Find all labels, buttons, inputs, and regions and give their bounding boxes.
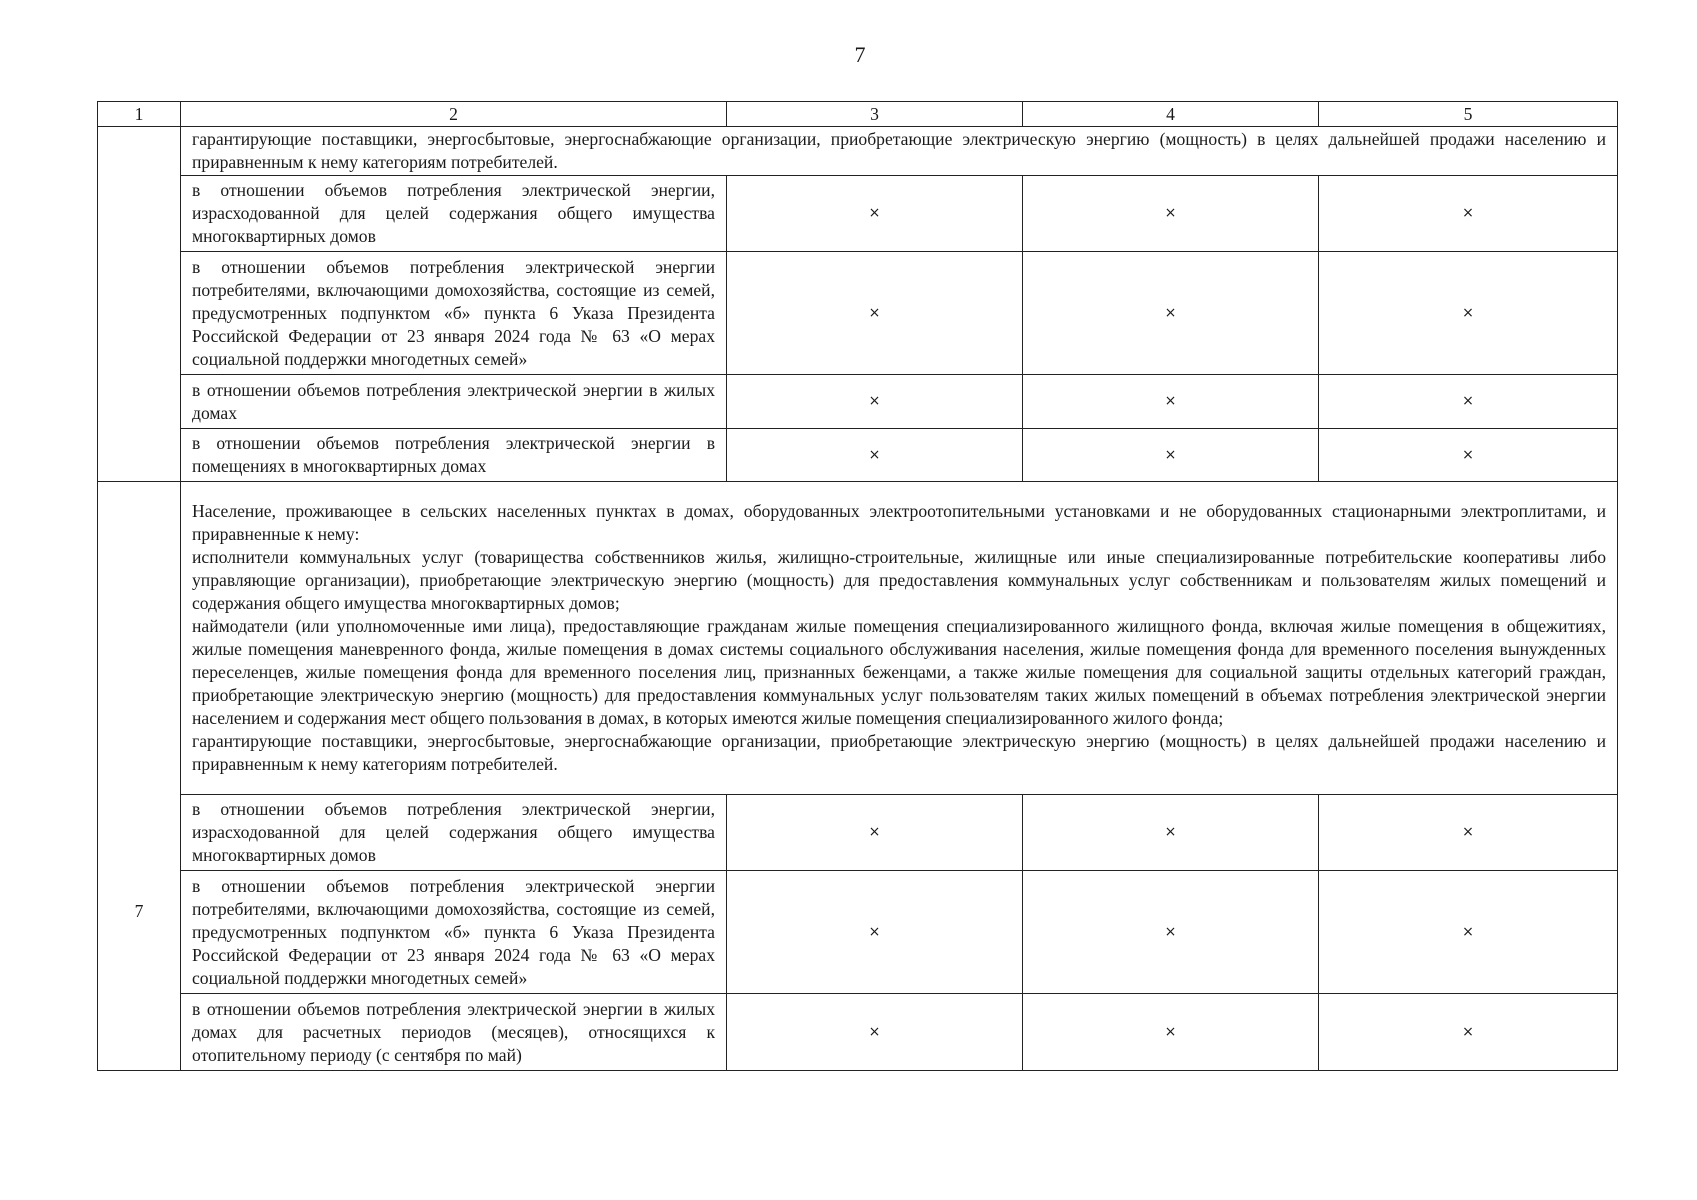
not-applicable-mark: × xyxy=(1023,176,1319,252)
table-header-row xyxy=(98,102,1618,127)
category-paragraph: гарантирующие поставщики, энергосбытовые, энергоснабжающие организации, приобретающие электрическую энергию (мощность) в целях дальнейшей продажи населению и приравненным к нему категориям потребителей. xyxy=(192,731,1606,774)
column-header: 3 xyxy=(727,102,1023,127)
not-applicable-mark: × xyxy=(727,994,1023,1071)
column-header: 4 xyxy=(1023,102,1319,127)
subcategory-description: в отношении объемов потребления электрической энергии потребителями, включающими домохозяйства, состоящие из семей, предусмотренных подпунктом «б» пункта 6 Указа Президента Российской Федерации от 23 января 2024 года № 63 «О мерах социальной поддержки многодетных семей» xyxy=(181,871,727,994)
not-applicable-mark: × xyxy=(1023,871,1319,994)
not-applicable-mark: × xyxy=(1023,994,1319,1071)
not-applicable-mark: × xyxy=(1319,176,1618,252)
table-row xyxy=(98,176,1618,252)
not-applicable-mark: × xyxy=(1319,252,1618,375)
not-applicable-mark: × xyxy=(1023,252,1319,375)
not-applicable-mark: × xyxy=(727,176,1023,252)
table-row xyxy=(98,375,1618,429)
subcategory-description: в отношении объемов потребления электрической энергии в жилых домах для расчетных периодов (месяцев), относящихся к отопительному периоду (с сентября по май) xyxy=(181,994,727,1071)
subcategory-description: в отношении объемов потребления электрической энергии потребителями, включающими домохозяйства, состоящие из семей, предусмотренных подпунктом «б» пункта 6 Указа Президента Российской Федерации от 23 января 2024 года № 63 «О мерах социальной поддержки многодетных семей» xyxy=(181,252,727,375)
subcategory-description: в отношении объемов потребления электрической энергии, израсходованной для целей содержания общего имущества многоквартирных домов xyxy=(181,795,727,871)
not-applicable-mark: × xyxy=(727,871,1023,994)
table-row xyxy=(98,127,1618,176)
subcategory-description: в отношении объемов потребления электрической энергии в жилых домах xyxy=(181,375,727,429)
subcategory-description: в отношении объемов потребления электрической энергии в помещениях в многоквартирных домах xyxy=(181,429,727,482)
table-row xyxy=(98,871,1618,994)
category-description: гарантирующие поставщики, энергосбытовые, энергоснабжающие организации, приобретающие электрическую энергию (мощность) в целях дальнейшей продажи населению и приравненным к нему категориям потребителей. xyxy=(181,127,1618,176)
not-applicable-mark: × xyxy=(727,795,1023,871)
not-applicable-mark: × xyxy=(727,375,1023,429)
table-row xyxy=(98,252,1618,375)
not-applicable-mark: × xyxy=(727,429,1023,482)
table-row xyxy=(98,429,1618,482)
row-number: 7 xyxy=(134,900,144,921)
not-applicable-mark: × xyxy=(1023,795,1319,871)
category-paragraph: исполнители коммунальных услуг (товарищества собственников жилья, жилищно-строительные, жилищные или иные специализированные потребительские кооперативы либо управляющие организации), приобретающие электрическую энергию (мощность) для предоставления коммунальных услуг собственникам и пользователям жилых помещений и содержания общего имущества многоквартирных домов; xyxy=(192,547,1606,613)
row-number-cell xyxy=(98,482,181,1071)
not-applicable-mark: × xyxy=(1319,871,1618,994)
table-row xyxy=(98,795,1618,871)
subcategory-description: в отношении объемов потребления электрической энергии, израсходованной для целей содержания общего имущества многоквартирных домов xyxy=(181,176,727,252)
category-paragraph: Население, проживающее в сельских населенных пунктах в домах, оборудованных электроотопительными установками и не оборудованных стационарными электроплитами, и приравненные к нему: xyxy=(192,501,1606,544)
table-row xyxy=(98,482,1618,795)
not-applicable-mark: × xyxy=(1319,375,1618,429)
table-row xyxy=(98,994,1618,1071)
not-applicable-mark: × xyxy=(1319,429,1618,482)
category-paragraph: наймодатели (или уполномоченные ими лица), предоставляющие гражданам жилые помещения специализированного жилищного фонда, включая жилые помещения в общежитиях, жилые помещения маневренного фонда, жилые помещения в домах системы социального обслуживания населения, жилые помещения фонда для временного поселения вынужденных переселенцев, жилые помещения фонда для временного поселения лиц, признанных беженцами, а также жилые помещения для социальной защиты отдельных категорий граждан, приобретающие электрическую энергию (мощность) для предоставления коммунальных услуг пользователям таких жилых помещений в объемах потребления электрической энергии населением и содержания мест общего пользования в домах, в которых имеются жилые помещения специализированного жилого фонда; xyxy=(192,616,1606,728)
not-applicable-mark: × xyxy=(1319,994,1618,1071)
page-number: 7 xyxy=(854,42,866,67)
category-description xyxy=(181,482,1618,795)
tariff-table xyxy=(97,101,1618,1071)
column-header: 1 xyxy=(98,102,181,127)
column-header: 2 xyxy=(181,102,727,127)
column-header: 5 xyxy=(1319,102,1618,127)
not-applicable-mark: × xyxy=(1023,429,1319,482)
not-applicable-mark: × xyxy=(727,252,1023,375)
not-applicable-mark: × xyxy=(1319,795,1618,871)
not-applicable-mark: × xyxy=(1023,375,1319,429)
row-number-cell xyxy=(98,127,181,482)
